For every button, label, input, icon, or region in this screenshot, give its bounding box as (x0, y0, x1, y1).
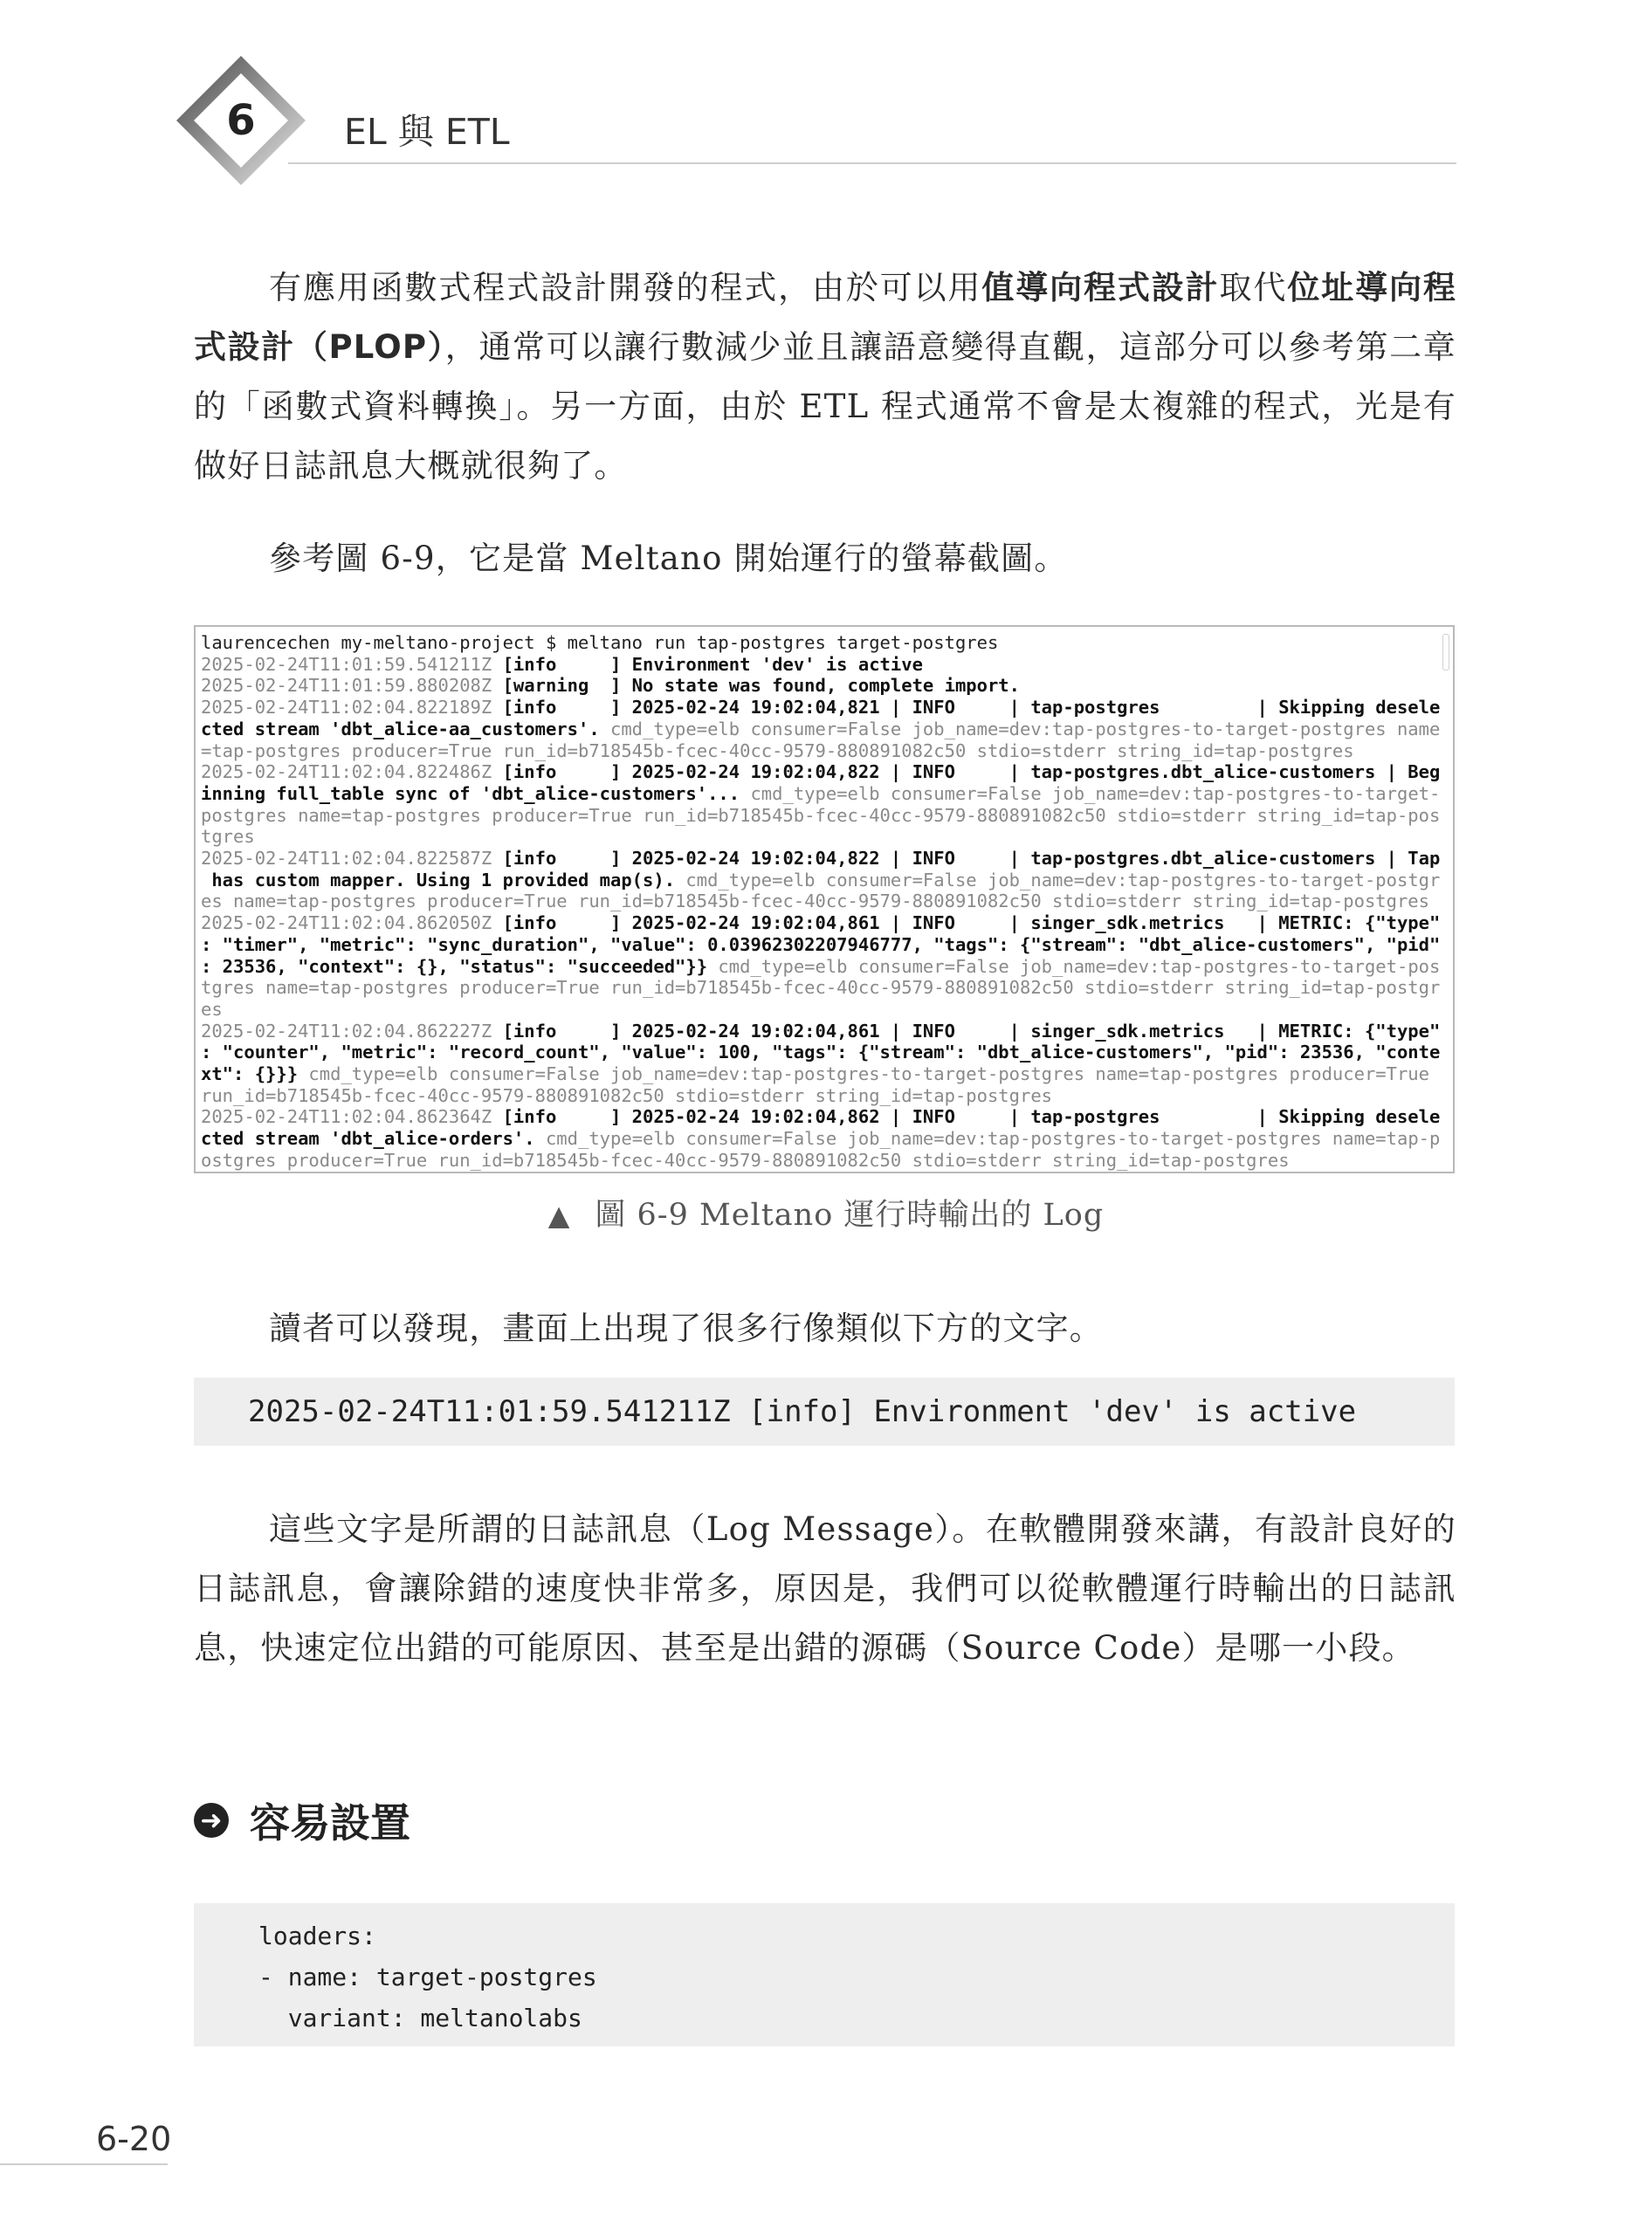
terminal-log-text: : "timer", "metric": "sync_duration", "value": 0.03962302207946777, "tags": {"stream": "dbt_alice-customers", "pid" (201, 933, 1441, 955)
code-line: variant: meltanolabs (258, 2004, 582, 2032)
terminal-meta-text: 2025-02-24T11:01:59.541211Z (201, 653, 503, 675)
figure-caption (0, 1191, 1652, 1234)
triangle-icon: ▲ (547, 1199, 571, 1232)
terminal-meta-text: cmd_type=elb consumer=False job_name=dev:tap-postgres-to-target- (750, 782, 1441, 804)
p1-text-b: 取代 (1219, 269, 1288, 306)
terminal-log-text: cted stream 'dbt_alice-orders'. (201, 1128, 546, 1150)
terminal-line (201, 999, 1444, 1021)
terminal-meta-text: es name=tap-postgres producer=True run_id=b718545b-fcec-40cc-9579-880891082c50 stdio=stderr string_id=tap-postgres (201, 891, 1429, 912)
terminal-meta-text: =tap-postgres producer=True run_id=b718545b-fcec-40cc-9579-880891082c50 stdio=stderr string_id=tap-postgres (201, 739, 1354, 761)
terminal-log-text: [info ] 2025-02-24 19:02:04,861 | INFO | singer_sdk.metrics | METRIC: {"type" (502, 912, 1441, 934)
paragraph-intro (194, 258, 1456, 496)
terminal-line (201, 1063, 1444, 1085)
terminal-log-text: [info ] 2025-02-24 19:02:04,861 | INFO | singer_sdk.metrics | METRIC: {"type" (502, 1020, 1441, 1042)
p1-bold-term-1: 值導向程式設計 (981, 269, 1220, 306)
terminal-line (201, 654, 1444, 676)
arrow-right-circle-icon: ➜ (194, 1803, 229, 1838)
code-line: - name: target-postgres (258, 1963, 597, 1991)
terminal-log-text: : "counter", "metric": "record_count", "value": 100, "tags": {"stream": "dbt_alice-customers", "pid": 23536, "conte (201, 1042, 1441, 1063)
p1-bold-term-2: 位址導向程式設計（PLOP） (194, 269, 1457, 366)
terminal-line (201, 1128, 1444, 1150)
terminal-meta-text: cmd_type=elb consumer=False job_name=dev:tap-postgres-to-target-postgres name=tap-postgres producer=True (308, 1063, 1429, 1085)
terminal-line (201, 1021, 1444, 1042)
terminal-log-text: xt": {}}} (201, 1063, 309, 1085)
section-heading (194, 1791, 410, 1849)
terminal-line (201, 848, 1444, 870)
terminal-meta-text: 2025-02-24T11:02:04.862227Z (201, 1020, 503, 1042)
terminal-meta-text: postgres name=tap-postgres producer=True run_id=b718545b-fcec-40cc-9579-880891082c50 stdio=stderr string_id=tap-pos (201, 804, 1441, 826)
p1-text-a: 有應用函數式程式設計開發的程式，由於可以用 (269, 269, 982, 306)
terminal-log-text: cted stream 'dbt_alice-aa_customers'. (201, 718, 610, 739)
terminal-output (201, 632, 1444, 1172)
terminal-meta-text: 2025-02-24T11:02:04.822486Z (201, 761, 503, 783)
page-number: 6-20 (96, 2120, 172, 2158)
terminal-screenshot (194, 625, 1455, 1173)
terminal-meta-text: 2025-02-24T11:02:04.862364Z (201, 1106, 503, 1128)
figure-caption-text: 圖 6-9 Meltano 運行時輸出的 Log (595, 1198, 1105, 1233)
terminal-log-text: [info ] 2025-02-24 19:02:04,821 | INFO | tap-postgres | Skipping desele (502, 697, 1441, 719)
terminal-log-text: [info ] 2025-02-24 19:02:04,862 | INFO | tap-postgres | Skipping desele (502, 1106, 1441, 1128)
terminal-meta-text: ostgres producer=True run_id=b718545b-fcec-40cc-9579-880891082c50 stdio=stderr string_id=tap-postgres (201, 1149, 1290, 1171)
terminal-line (201, 719, 1444, 740)
terminal-log-text: [warning ] No state was found, complete import. (502, 675, 1020, 697)
terminal-line (201, 740, 1444, 762)
terminal-line (201, 675, 1444, 697)
terminal-meta-text: cmd_type=elb consumer=False job_name=dev:tap-postgres-to-target-postgr (685, 869, 1441, 891)
chapter-title: EL 與 ETL (344, 111, 510, 153)
terminal-meta-text: 2025-02-24T11:01:59.880208Z (201, 675, 503, 697)
terminal-line (201, 697, 1444, 719)
paragraph-log-message: 這些文字是所謂的日誌訊息（Log Message）。在軟體開發來講，有設計良好的日誌訊息，會讓除錯的速度快非常多，原因是，我們可以從軟體運行時輸出的日誌訊息，快速定位出錯的可能原因、甚至是出錯的源碼（Source Code）是哪一小段。 (194, 1510, 1456, 1667)
terminal-log-text: laurencechen my-meltano-project $ meltano run tap-postgres target-postgres (201, 632, 999, 653)
terminal-meta-text: tgres name=tap-postgres producer=True run_id=b718545b-fcec-40cc-9579-880891082c50 stdio=stderr string_id=tap-postgr (201, 977, 1441, 999)
paragraph-log-lines: 讀者可以發現，畫面上出現了很多行像類似下方的文字。 (269, 1310, 1103, 1347)
terminal-log-text: : 23536, "context": {}, "status": "succeeded"}} (201, 955, 719, 977)
terminal-meta-text: tgres (201, 826, 255, 848)
terminal-line (201, 783, 1444, 805)
terminal-line (201, 1042, 1444, 1063)
terminal-line (201, 1085, 1444, 1107)
terminal-line (201, 632, 1444, 654)
terminal-log-text: inning full_table sync of 'dbt_alice-customers'... (201, 782, 751, 804)
terminal-scrollbar (1442, 634, 1449, 670)
terminal-line (201, 977, 1444, 999)
terminal-line (201, 934, 1444, 956)
terminal-meta-text: 2025-02-24T11:02:04.822587Z (201, 848, 503, 870)
terminal-line (201, 870, 1444, 891)
terminal-meta-text: cmd_type=elb consumer=False job_name=dev:tap-postgres-to-target-pos (718, 955, 1441, 977)
terminal-log-text: [info ] Environment 'dev' is active (502, 653, 923, 675)
terminal-line (201, 912, 1444, 934)
terminal-line (201, 1150, 1444, 1172)
terminal-line (201, 956, 1444, 978)
code-block-loaders-config (194, 1903, 1455, 2046)
header-divider (288, 162, 1456, 164)
terminal-line (201, 1106, 1444, 1128)
terminal-log-text: has custom mapper. Using 1 provided map(s). (201, 869, 686, 891)
terminal-meta-text: 2025-02-24T11:02:04.862050Z (201, 912, 503, 934)
terminal-line (201, 826, 1444, 848)
paragraph-figure-ref: 參考圖 6-9，它是當 Meltano 開始運行的螢幕截圖。 (269, 540, 1068, 577)
section-heading-text: 容易設置 (250, 1799, 410, 1846)
terminal-log-text: [info ] 2025-02-24 19:02:04,822 | INFO | tap-postgres.dbt_alice-customers | Beg (502, 761, 1441, 783)
terminal-meta-text: es (201, 998, 223, 1020)
p1-text-c: ，通常可以讓行數減少並且讓語意變得直觀，這部分可以參考第二章的「函數式資料轉換」。另一方面，由於 ETL 程式通常不會是太複雜的程式，光是有做好日誌訊息大概就很夠了。 (194, 328, 1457, 485)
terminal-line (201, 891, 1444, 912)
chapter-badge (175, 54, 307, 187)
code-line: loaders: (258, 1922, 376, 1950)
footer-divider (0, 2163, 168, 2165)
terminal-line (201, 761, 1444, 783)
terminal-meta-text: 2025-02-24T11:02:04.822189Z (201, 697, 503, 719)
code-block-log-example: 2025-02-24T11:01:59.541211Z [info] Environment 'dev' is active (194, 1378, 1455, 1446)
terminal-line (201, 805, 1444, 827)
terminal-log-text: [info ] 2025-02-24 19:02:04,822 | INFO | tap-postgres.dbt_alice-customers | Tap (502, 848, 1441, 870)
terminal-meta-text: cmd_type=elb consumer=False job_name=dev:tap-postgres-to-target-postgres name (610, 718, 1441, 739)
terminal-meta-text: cmd_type=elb consumer=False job_name=dev:tap-postgres-to-target-postgres name=tap-p (545, 1128, 1441, 1150)
terminal-meta-text: run_id=b718545b-fcec-40cc-9579-880891082c50 stdio=stderr string_id=tap-postgres (201, 1084, 1053, 1106)
chapter-number: 6 (226, 96, 256, 145)
